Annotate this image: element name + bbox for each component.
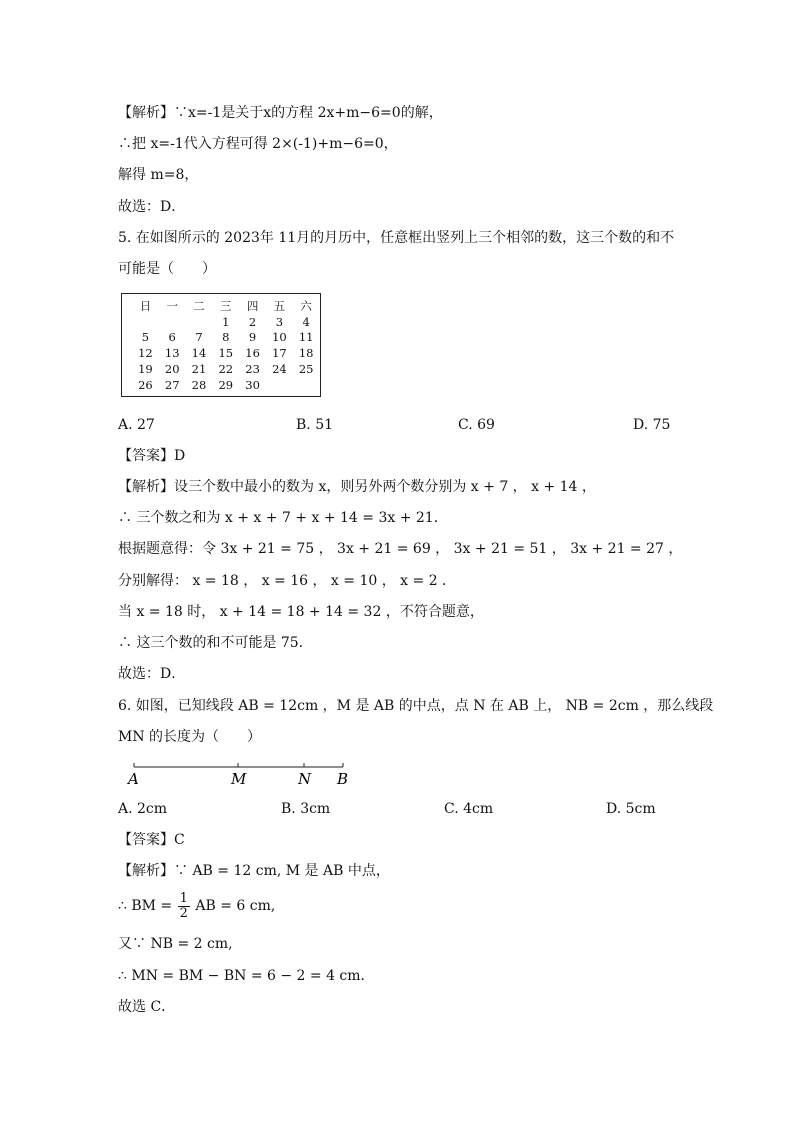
calendar-cell: 9 (248, 330, 257, 345)
q5-option-a: A. 27 (118, 417, 155, 433)
calendar-cell: 2 (248, 314, 257, 329)
q5-option-c: C. 69 (458, 417, 495, 433)
calendar-cell: 25 (298, 361, 314, 376)
q6-solution-line-3: 又∵ NB = 2 cm, (118, 936, 233, 952)
calendar-cell: 27 (164, 377, 180, 392)
calendar-cell: 18 (298, 346, 314, 361)
calendar-cell: 4 (302, 314, 310, 329)
calendar-cell: 10 (272, 330, 287, 345)
q6-solution-line-4: ∴ MN = BM − BN = 6 − 2 = 4 cm． (118, 968, 375, 984)
calendar-header-cell: 六 (300, 299, 312, 313)
calendar-header-cell: 日 (139, 299, 152, 313)
solution-line-4: 故选：D． (118, 199, 186, 215)
calendar-row (132, 315, 320, 331)
segment-label-b: B (337, 770, 349, 788)
calendar-cell: 30 (245, 377, 260, 392)
fraction-numerator: 1 (179, 890, 188, 906)
calendar-header-cell: 三 (220, 299, 232, 313)
calendar-cell: 3 (275, 314, 284, 329)
calendar-header-cell: 四 (246, 299, 259, 313)
solution-line-2: ∴把 x=-1代入方程可得 2×(-1)+m−6=0， (118, 136, 398, 152)
calendar-cell: 17 (272, 346, 287, 361)
calendar-cell: 11 (298, 330, 314, 345)
calendar-header-cell: 一 (166, 299, 178, 313)
q6-option-b: B. 3cm (281, 801, 331, 817)
calendar-cell: 1 (222, 314, 230, 329)
calendar-cell: 16 (245, 346, 260, 361)
calendar-cell (266, 378, 293, 394)
calendar-cell: 19 (138, 361, 153, 376)
q6-solution-line-1: 【解析】∵ AB = 12 cm, M 是 AB 中点， (118, 863, 390, 879)
q6-solution-line-2 (118, 891, 275, 921)
q6-option-d: D. 5cm (606, 801, 656, 817)
q5-solution-line-5: 当 x = 18 时， x + 14 = 18 + 14 = 32 ，不符合题意， (118, 604, 484, 620)
calendar-cell: 22 (218, 361, 234, 376)
q6-option-c: C. 4cm (444, 801, 494, 817)
q5-solution-line-4: 分别解得： x = 18 ， x = 16 ， x = 10 ， x = 2 ． (118, 573, 457, 589)
question-6-line-1: 6. 如图，已知线段 AB = 12cm ，M 是 AB 的中点，点 N 在 AB 上， NB = 2cm ，那么线段 (118, 698, 714, 714)
calendar-cell: 28 (191, 377, 207, 392)
q5-solution-line-2: ∴ 三个数之和为 x + x + 7 + x + 14 = 3x + 21． (118, 510, 448, 526)
calendar-cell: 26 (138, 377, 153, 392)
q5-solution-line-7: 故选：D． (118, 666, 186, 682)
calendar-cell (159, 315, 186, 331)
calendar-header-row (132, 299, 320, 315)
q6-solution-line-2-end: AB = 6 cm, (195, 898, 276, 914)
calendar-cell: 8 (222, 330, 230, 345)
calendar-cell (186, 315, 213, 331)
calendar-cell: 6 (168, 330, 176, 345)
question-6-line-2: MN 的长度为（ ） (118, 729, 262, 745)
calendar-cell: 14 (191, 346, 207, 361)
calendar-row (132, 362, 320, 378)
fraction-one-half (178, 892, 190, 921)
calendar-header-cell: 二 (193, 299, 205, 313)
calendar-cell: 13 (164, 346, 180, 361)
segment-label-n: N (298, 770, 312, 788)
calendar-cell: 23 (245, 361, 260, 376)
q5-solution-line-6: ∴ 这三个数的和不可能是 75． (118, 635, 313, 651)
segment-label-m: M (231, 770, 247, 788)
calendar-table (132, 299, 320, 393)
q6-option-a: A. 2cm (118, 801, 168, 817)
calendar-cell: 12 (138, 346, 153, 361)
q5-option-d: D. 75 (633, 417, 671, 433)
q6-solution-line-2-start: ∴ BM = (118, 898, 173, 914)
solution-line-3: 解得 m=8， (118, 167, 199, 183)
calendar-cell: 21 (191, 361, 207, 376)
q6-answer: 【答案】C (118, 832, 185, 848)
calendar-cell: 7 (195, 330, 203, 345)
calendar-row (132, 330, 320, 346)
segment-label-a: A (128, 770, 139, 788)
calendar-cell: 20 (164, 361, 180, 376)
calendar-cell: 29 (218, 377, 234, 392)
q5-answer: 【答案】D (118, 448, 186, 464)
calendar-header-cell: 五 (273, 299, 286, 313)
calendar-cell (293, 378, 320, 394)
calendar-cell: 24 (272, 361, 287, 376)
q5-solution-line-3: 根据题意得：令 3x + 21 = 75 ， 3x + 21 = 69 ， 3x + 21 = 51 ， 3x + 21 = 27 ， (118, 541, 683, 557)
segment-figure (118, 762, 358, 788)
fraction-denominator: 2 (179, 905, 188, 921)
q5-option-b: B. 51 (296, 417, 334, 433)
calendar-row (132, 378, 320, 394)
question-5-line-2: 可能是（ ） (118, 261, 216, 277)
calendar-cell: 15 (218, 346, 234, 361)
q5-solution-line-1: 【解析】设三个数中最小的数为 x，则另外两个数分别为 x + 7 ， x + 14 ， (118, 479, 596, 495)
calendar-figure (121, 293, 321, 397)
calendar-cell: 5 (141, 330, 150, 345)
question-5-line-1: 5. 在如图所示的 2023年 11月的月历中，任意框出竖列上三个相邻的数，这三个数的和不 (118, 230, 675, 246)
q6-solution-line-5: 故选 C． (118, 999, 176, 1015)
solution-line-1: 【解析】∵x=-1是关于x的方程 2x+m−6=0的解， (118, 105, 443, 121)
calendar-cell (132, 315, 159, 331)
calendar-row (132, 346, 320, 362)
